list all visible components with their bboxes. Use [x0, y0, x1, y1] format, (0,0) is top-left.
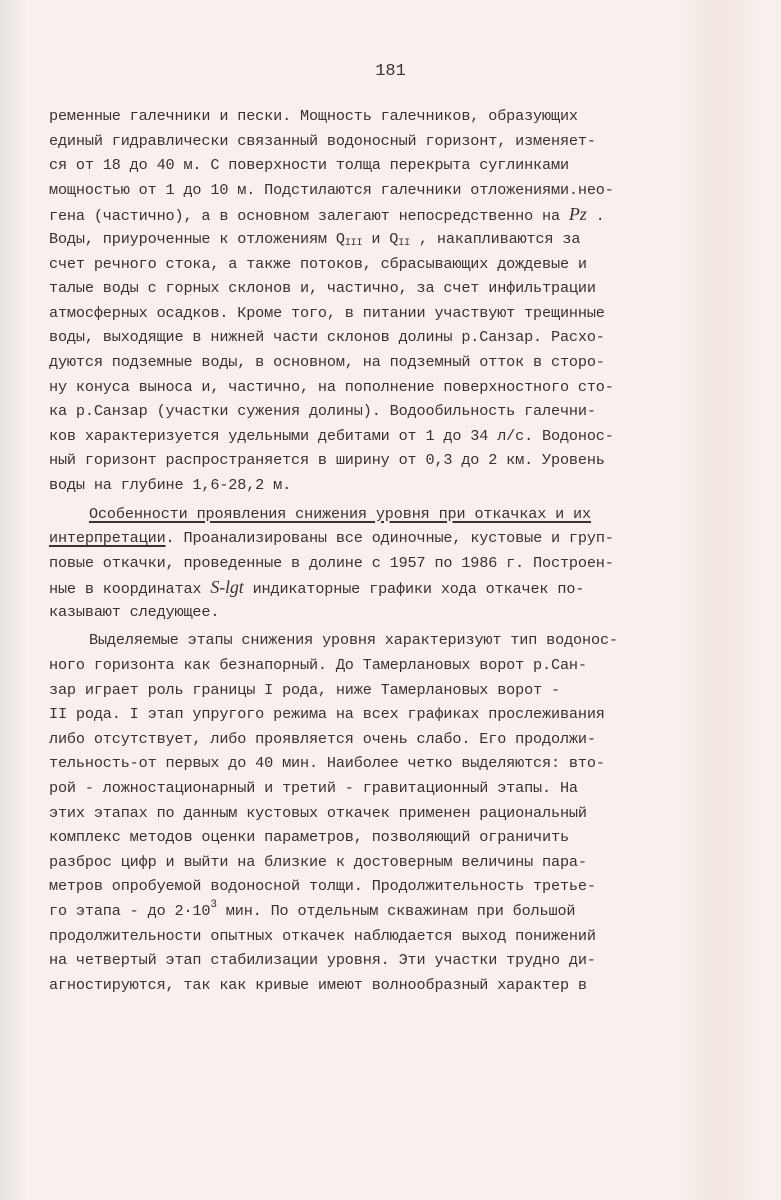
text-line: разброс цифр и выйти на близкие к достоверным величины пара-	[49, 852, 587, 871]
paragraph-3	[49, 628, 729, 997]
text-span: гена (частично), а в основном залегают непосредственно на	[49, 207, 569, 226]
page-number: 181	[375, 62, 406, 81]
text-line: на четвертый этап стабилизации уровня. Эти участки трудно ди-	[49, 951, 596, 970]
text-line: тельность-от первых до 40 мин. Наиболее четко выделяются: вто-	[49, 754, 605, 773]
text-line: либо отсутствует, либо проявляется очень слабо. Его продолжи-	[49, 729, 596, 748]
symbol-q: Q	[389, 229, 399, 248]
symbol-q: Q	[335, 229, 345, 248]
paragraph-1	[49, 104, 729, 498]
text-line: воды на глубине 1,6-28,2 м.	[49, 475, 292, 494]
text-line: агностируются, так как кривые имеют волнообразный характер в	[49, 975, 587, 994]
text-line: атмосферных осадков. Кроме того, в питании участвуют трещинные	[49, 303, 605, 322]
text-line: ков характеризуется удельными дебитами от 1 до 34 л/с. Водонос-	[49, 426, 614, 445]
text-line	[49, 575, 729, 600]
text-span: го этапа - до 2·10	[49, 902, 211, 920]
text-line: Выделяемые этапы снижения уровня характеризуют тип водонос-	[89, 631, 618, 650]
text-span: ные в координатах	[49, 580, 211, 599]
symbol-q3	[336, 230, 363, 248]
text-span: . Проанализированы все одиночные, кустовые и груп-	[165, 529, 614, 548]
superscript: 3	[210, 899, 217, 911]
text-line: дуются подземные воды, в основном, на подземный отток в сторо-	[49, 352, 605, 371]
text-span: и	[362, 229, 390, 248]
text-line: ный горизонт распространяется в ширину от 0,3 до 2 км. Уровень	[49, 451, 605, 470]
text-line: ного горизонта как безнапорный. До Тамерлановых ворот р.Сан-	[49, 656, 587, 675]
text-span: , накапливаются за	[409, 229, 581, 248]
text-line: зар играет роль границы I рода, ниже Тамерлановых ворот -	[49, 680, 560, 699]
text-span: Воды, приуроченные к отложениям	[49, 229, 336, 248]
text-line: казывают следующее.	[49, 602, 220, 621]
text-span: мин. По отдельным скважинам при большой	[216, 902, 576, 920]
text-line: ка р.Санзар (участки сужения долины). Водообильность галечни-	[49, 402, 596, 421]
text-line: продолжительности опытных откачек наблюдается выход понижений	[49, 926, 596, 945]
text-line: счет речного стока, а также потоков, сбрасывающих дождевые и	[49, 254, 587, 273]
text-line: талые воды с горных склонов и, частично, за счет инфильтрации	[49, 279, 596, 298]
text-line	[49, 899, 729, 924]
subscript: III	[344, 237, 363, 249]
text-line: ну конуса выноса и, частично, на пополнение поверхностного сто-	[49, 377, 614, 396]
text-line: метров опробуемой водоносной толщи. Продолжительность третье-	[49, 877, 596, 896]
subscript: II	[398, 237, 410, 249]
text-line	[49, 227, 729, 252]
text-line: ся от 18 до 40 м. С поверхности толща перекрыта суглинками	[49, 156, 569, 175]
section-heading-continued: интерпретации	[49, 529, 166, 548]
text-line	[49, 526, 729, 551]
text-line: комплекс методов оценки параметров, позволяющий ограничить	[49, 828, 569, 847]
text-line: воды, выходящие в нижней части склонов долины р.Санзар. Расхо-	[49, 328, 605, 347]
text-span: индикаторные графики хода откачек по-	[243, 580, 585, 599]
text-line: этих этапах по данным кустовых откачек применен рациональный	[49, 803, 587, 822]
section-heading: Особенности проявления снижения уровня при откачках и их	[89, 504, 591, 523]
body-text	[49, 104, 729, 997]
symbol-pz: Pz	[568, 204, 587, 225]
text-line: рой - ложностационарный и третий - гравитационный этапы. На	[49, 779, 578, 798]
paragraph-2	[49, 502, 729, 625]
text-line	[49, 502, 729, 527]
symbol-q2	[389, 230, 410, 248]
text-line: единый гидравлически связанный водоносный горизонт, изменяет-	[49, 131, 596, 150]
text-line: II рода. I этап упругого режима на всех графиках прослеживания	[49, 705, 605, 724]
text-span: .	[586, 207, 605, 226]
text-line: мощностью от 1 до 10 м. Подстилаются галечники отложениями.нео-	[49, 180, 614, 199]
text-line: ременные галечники и пески. Мощность галечников, образующих	[49, 107, 578, 125]
text-line	[49, 202, 729, 227]
text-line: повые откачки, проведенные в долине с 1957 по 1986 г. Построен-	[49, 553, 614, 572]
symbol-s-lgt: S-lgt	[210, 577, 244, 598]
